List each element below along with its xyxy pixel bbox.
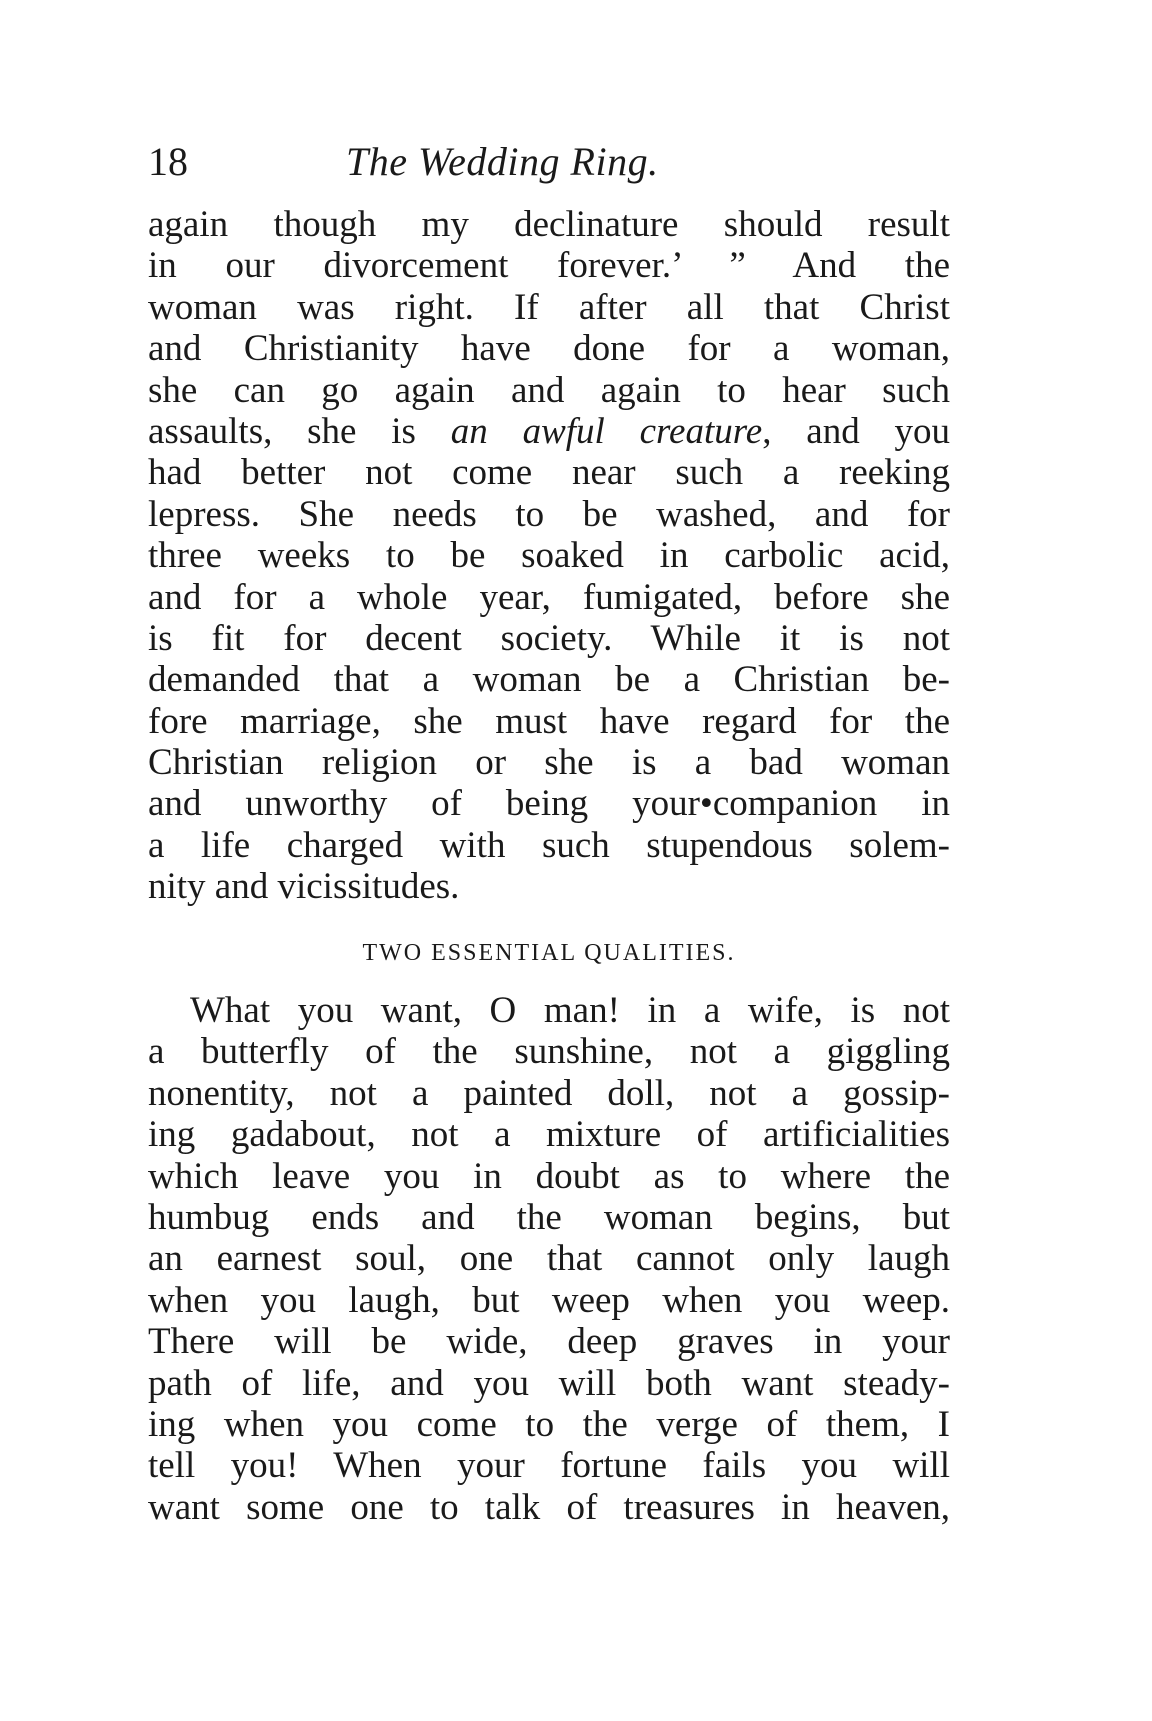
text-line: when you laugh, but weep when you weep. <box>148 1279 950 1321</box>
text-line: There will be wide, deep graves in your <box>148 1321 950 1363</box>
text-line: a butterfly of the sunshine, not a giggling <box>148 1031 950 1073</box>
text-line: lepress. She needs to be washed, and for <box>148 493 950 535</box>
text-segment: assaults, she is <box>148 410 451 452</box>
text-line: and Christianity have done for a woman, <box>148 328 950 370</box>
text-line: and unworthy of being your•companion in <box>148 783 950 825</box>
text-line: ing when you come to the verge of them, I <box>148 1403 950 1445</box>
text-line: an earnest soul, one that cannot only laugh <box>148 1238 950 1280</box>
text-line: tell you! When your fortune fails you will <box>148 1445 950 1487</box>
paragraph-2 <box>148 990 950 1528</box>
text-line: ing gadabout, not a mixture of artificialities <box>148 1114 950 1156</box>
text-line: again though my declinature should result <box>148 204 950 245</box>
running-title: The Wedding Ring. <box>346 139 659 184</box>
section-heading: TWO ESSENTIAL QUALITIES. <box>362 940 736 966</box>
text-line: in our divorcement forever.’ ” And the <box>148 245 950 287</box>
text-line: she can go again and again to hear such <box>148 369 950 411</box>
text-line: three weeks to be soaked in carbolic acid, <box>148 535 950 577</box>
text-line: a life charged with such stupendous solem- <box>148 824 950 866</box>
text-line-with-emphasis <box>148 411 950 452</box>
running-head <box>148 138 948 186</box>
text-line: fore marriage, she must have regard for the <box>148 700 950 742</box>
text-line: What you want, O man! in a wife, is not <box>190 990 950 1031</box>
text-line: nity and vicissitudes. <box>148 866 460 908</box>
text-line: had better not come near such a reeking <box>148 452 950 494</box>
text-line: and for a whole year, fumigated, before she <box>148 576 950 618</box>
text-line: nonentity, not a painted doll, not a gossip- <box>148 1072 950 1114</box>
text-segment: , and you <box>762 410 950 452</box>
text-line: want some one to talk of treasures in heaven, <box>148 1486 950 1528</box>
text-line: is fit for decent society. While it is not <box>148 617 950 659</box>
text-line: woman was right. If after all that Christ <box>148 286 950 328</box>
text-line: path of life, and you will both want steady- <box>148 1362 950 1404</box>
text-line: humbug ends and the woman begins, but <box>148 1196 950 1238</box>
text-line: demanded that a woman be a Christian be- <box>148 659 950 701</box>
text-line: which leave you in doubt as to where the <box>148 1155 950 1197</box>
paragraph-1 <box>148 204 950 908</box>
page-number: 18 <box>148 139 188 184</box>
emphasized-phrase: an awful creature <box>450 410 763 452</box>
text-line: Christian religion or she is a bad woman <box>148 742 950 784</box>
